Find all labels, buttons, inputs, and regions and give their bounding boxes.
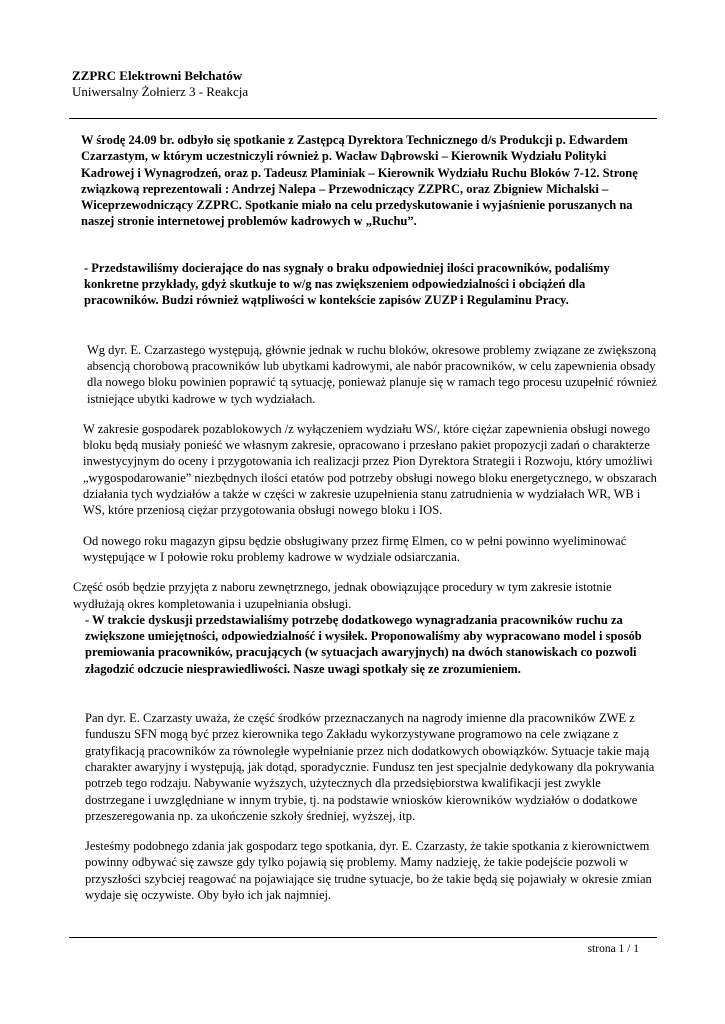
paragraph-gypsum-warehouse: Od nowego roku magazyn gipsu będzie obsługiwany przez firmę Elmen, co w pełni powinno wyeliminować występujące w I połowie roku problemy kadrowe w wydziale odsiarczania. bbox=[83, 533, 627, 564]
header-divider bbox=[69, 118, 657, 119]
paragraph-non-block-units: W zakresie gospodarek pozablokowych /z wyłączeniem wydziału WS/, które ciężar zapewnienia obsługi nowego bloku będą musiały ponieść we własnym zakresie, opracowano i przesłano pakiet propozycji zadań o charakterze inwestycyjnym do oceny i przygotowania ich realizacji przez Pion Dyrektora Strategii i Rozwoju, który umożliwi „wygospodarowanie” niezbędnych ilości etatów pod potrzeby obsługi nowego bloku energetycznego, w obszarach działania tych wydziałów a także w części w zakresie uzupełnienia stanu zatrudnienia w wydziałach WR, WB i WS, które przeniosą ciężar przygotowania obsługi nowego bloku i IOS. bbox=[83, 421, 657, 518]
paragraph-additional-pay: - W trakcie dyskusji przedstawialiśmy potrzebę dodatkowego wynagradzania pracowników ruchu za zwiększone umiejętności, odpowiedzialność i wysiłek. Proponowaliśmy aby wypracowano model i sposób premiowania pracowników, pracujących (w sytuacjach awaryjnych) na dwóch stanowiskach co pozwoli złagodzić odczucie niesprawiedliwości. Nasze uwagi spotkały się ze zrozumieniem. bbox=[85, 612, 642, 676]
paragraph-czarzasty-response: Wg dyr. E. Czarzastego występują, głównie jednak w ruchu bloków, okresowe problemy związane ze zwiększoną absencją chorobową pracowników lub ubytkami kadrowymi, ale nabór pracowników, w celu zapewnienia obsady dla nowego bloku powinien poprawić tą sytuację, ponieważ planuje się w ramach tego procesu uzupełnić również istniejące ubytki kadrowe w tych wydziałach. bbox=[87, 342, 657, 406]
paragraph-external-recruitment: Część osób będzie przyjęta z naboru zewnętrznego, jednak obowiązujące procedury w tym zakresie istotnie wydłużają okres kompletowania i uzupełniania obsługi. bbox=[73, 580, 612, 611]
document-title: ZZPRC Elektrowni Bełchatów bbox=[72, 68, 243, 83]
document-subtitle: Uniwersalny Żołnierz 3 - Reakcja bbox=[72, 84, 249, 99]
document-header bbox=[72, 68, 652, 100]
paragraph-sfn-fund: Pan dyr. E. Czarzasty uważa, że część środków przeznaczanych na nagrody imienne dla pracowników ZWE z funduszu SFN mogą być przez kierownika tego Zakładu wykorzystywane programowo na cele związane z gratyfikacją pracowników za równoległe wypełnianie przez nich dodatkowych obowiązków. Sytuacje takie mają charakter awaryjny i występują, jak dotąd, sporadycznie. Fundusz ten jest specjalnie dedykowany dla pokrywania potrzeb tego rodzaju. Nabywanie wyższych, użytecznych dla przedsiębiorstwa kwalifikacji jest zwykle dostrzegane i uwzględniane w innym trybie, tj. na podstawie wniosków kierowników wydziałów o dodatkowe przeszeregowania np. za ukończenie szkoły średniej, wyższej, itp. bbox=[85, 711, 655, 823]
paragraph-conclusion: Jesteśmy podobnego zdania jak gospodarz tego spotkania, dyr. E. Czarzasty, że takie spotkania z kierownictwem powinny odbywać się zawsze gdy tylko pojawią się problemy. Mamy nadzieję, że takie podejście pozwoli w przyszłości szybciej reagować na pojawiające się trudne sytuacje, bo że takie będą się pojawiały w okresie zmian wydaje się oczywiste. Oby było ich jak najmniej. bbox=[85, 839, 652, 902]
footer-divider bbox=[69, 937, 657, 938]
page-number: strona 1 / 1 bbox=[587, 943, 639, 955]
paragraph-staff-shortage: - Przedstawiliśmy docierające do nas sygnały o braku odpowiedniej ilości pracowników, podaliśmy konkretne przykłady, gdyż skutkuje to w/g nas zwiększeniem odpowiedzialności i obciążeń dla pracowników. Budzi również wątpliwości w kontekście zapisów ZUZP i Regulaminu Pracy. bbox=[84, 260, 610, 308]
document-body bbox=[73, 132, 659, 903]
paragraph-meeting-intro: W środę 24.09 br. odbyło się spotkanie z Zastępcą Dyrektora Technicznego d/s Produkcji p. Edwardem Czarzastym, w którym uczestniczyli również p. Wacław Dąbrowski – Kierownik Wydziału Polityki Kadrowej i Wynagrodzeń, oraz p. Tadeusz Plaminiak – Kierownik Wydziału Ruchu Bloków 7-12. Stronę związkową reprezentowali : Andrzej Nalepa – Przewodniczący ZZPRC, oraz Zbigniew Michalski – Wiceprzewodniczący ZZPRC. Spotkanie miało na celu przedyskutowanie i wyjaśnienie poruszanych na naszej stronie internetowej problemów kadrowych w „Ruchu”. bbox=[81, 133, 638, 229]
